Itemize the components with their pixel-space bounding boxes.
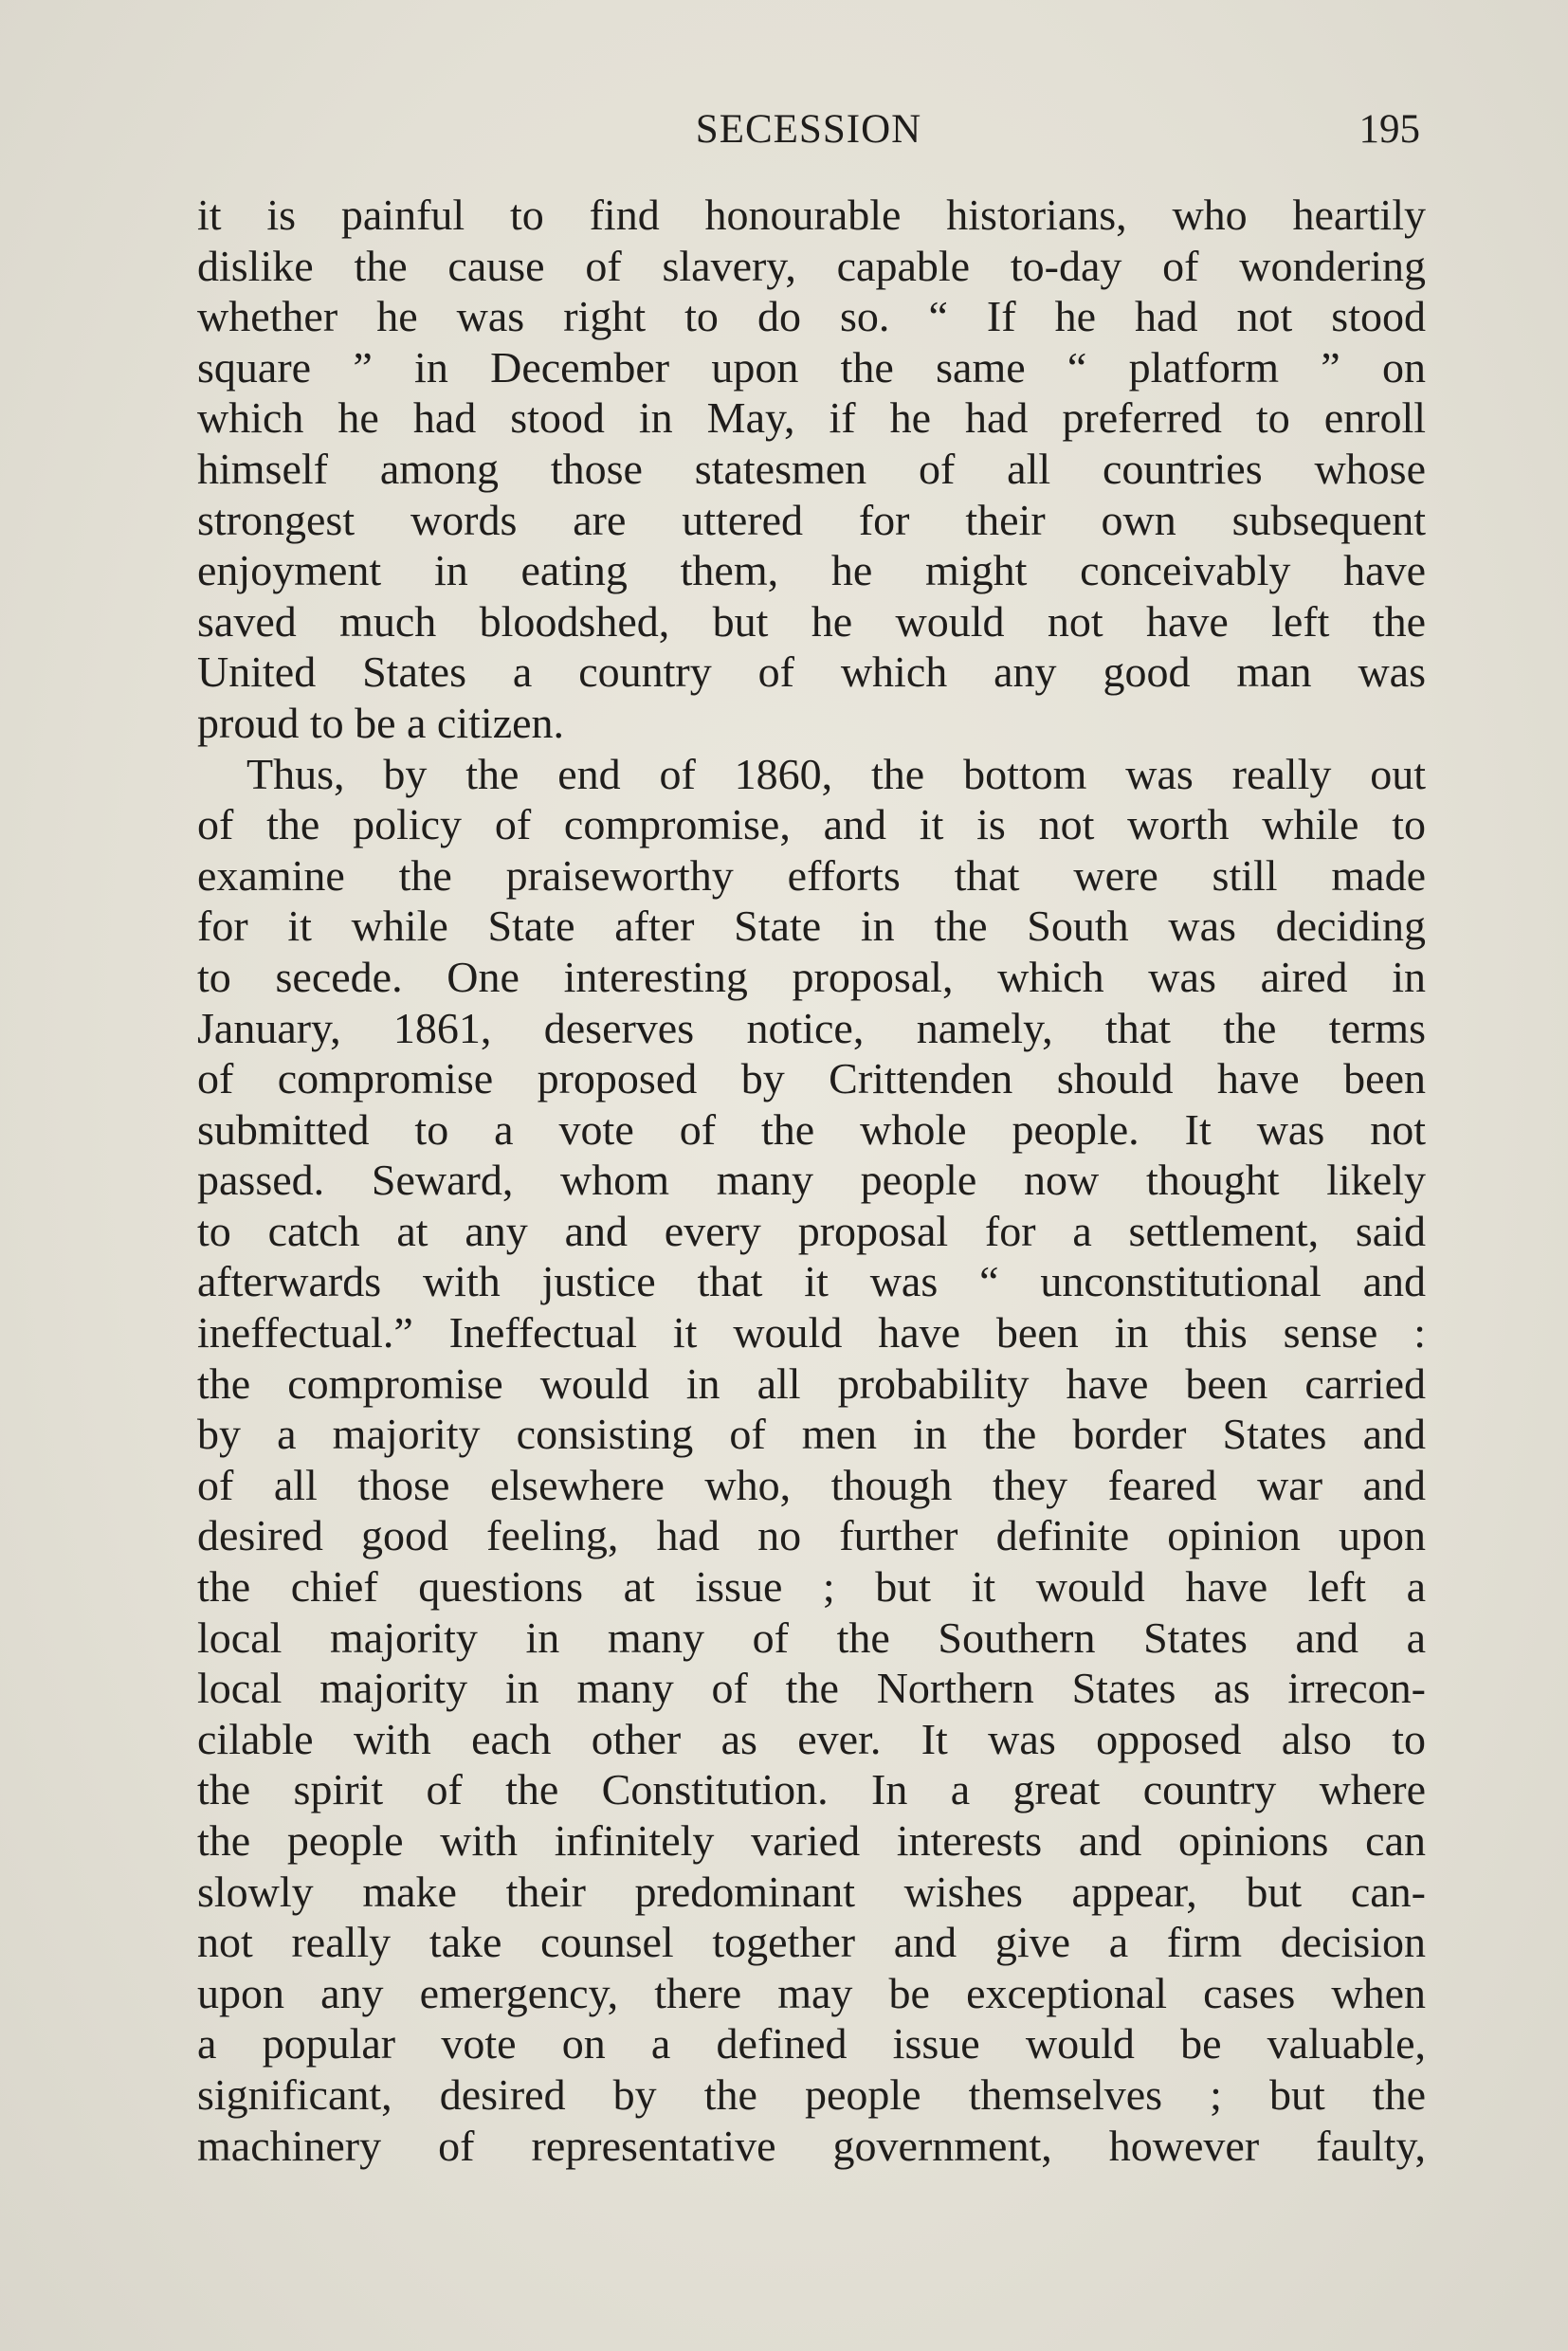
text-line: significant, desired by the people themselves ; but the	[197, 2069, 1426, 2119]
text-line: to catch at any and every proposal for a settlement, said	[197, 1206, 1426, 1255]
running-title: SECESSION	[695, 107, 922, 152]
text-line: passed. Seward, whom many people now thought likely	[197, 1156, 1426, 1205]
text-line: it is painful to find honourable historians, who heartily	[197, 191, 1426, 239]
text-line: the compromise would in all probability have been carried	[197, 1358, 1426, 1408]
text-line: United States a country of which any good man was	[197, 647, 1426, 697]
text-line: January, 1861, deserves notice, namely, that the terms	[197, 1003, 1426, 1052]
paragraph-end-line: proud to be a citizen.	[197, 698, 565, 747]
text-line: by a majority consisting of men in the border States and	[197, 1410, 1426, 1459]
text-line: for it while State after State in the South was deciding	[197, 902, 1426, 951]
text-line: local majority in many of the Southern States and a	[197, 1613, 1426, 1662]
text-line: of compromise proposed by Crittenden should have been	[197, 1054, 1426, 1103]
text-line: the chief questions at issue ; but it would have left a	[197, 1562, 1426, 1612]
text-line: upon any emergency, there may be exceptional cases when	[197, 1968, 1426, 2017]
text-line: desired good feeling, had no further definite opinion upon	[197, 1511, 1426, 1560]
text-line: which he had stood in May, if he had preferred to enroll	[197, 393, 1426, 443]
text-line: not really take counsel together and give a firm decision	[197, 1918, 1426, 1967]
page-number: 195	[1358, 107, 1420, 152]
text-line: a popular vote on a defined issue would be valuable,	[197, 2019, 1426, 2069]
text-line: to secede. One interesting proposal, which was aired in	[197, 952, 1426, 1001]
text-line: examine the praiseworthy efforts that were still made	[197, 850, 1426, 900]
text-line: strongest words are uttered for their own subsequent	[197, 495, 1426, 544]
text-line: square ” in December upon the same “ platform ” on	[197, 342, 1426, 392]
text-line: afterwards with justice that it was “ unconstitutional and	[197, 1257, 1426, 1306]
text-line: cilable with each other as ever. It was opposed also to	[197, 1714, 1426, 1763]
text-line: saved much bloodshed, but he would not have left the	[197, 596, 1426, 646]
text-line: submitted to a vote of the whole people. It was not	[197, 1104, 1426, 1154]
paragraph-start-line: Thus, by the end of 1860, the bottom was really out	[246, 749, 1426, 798]
text-line: himself among those statesmen of all countries whose	[197, 444, 1426, 493]
text-line: the spirit of the Constitution. In a great country where	[197, 1765, 1426, 1814]
text-line: ineffectual.” Ineffectual it would have been in this sense :	[197, 1308, 1426, 1358]
body-text	[197, 190, 1426, 2171]
text-line: enjoyment in eating them, he might conceivably have	[197, 546, 1426, 595]
text-line: of all those elsewhere who, though they feared war and	[197, 1460, 1426, 1509]
text-line: local majority in many of the Northern States as irrecon-	[197, 1664, 1426, 1713]
running-head	[197, 106, 1420, 163]
text-line: dislike the cause of slavery, capable to-day of wondering	[197, 241, 1426, 290]
text-line: the people with infinitely varied interests and opinions can	[197, 1816, 1426, 1865]
text-line: machinery of representative government, however faulty,	[197, 2121, 1426, 2170]
text-line: whether he was right to do so. “ If he had not stood	[197, 292, 1426, 341]
text-line: of the policy of compromise, and it is not worth while to	[197, 800, 1426, 849]
text-line: slowly make their predominant wishes appear, but can-	[197, 1867, 1426, 1916]
